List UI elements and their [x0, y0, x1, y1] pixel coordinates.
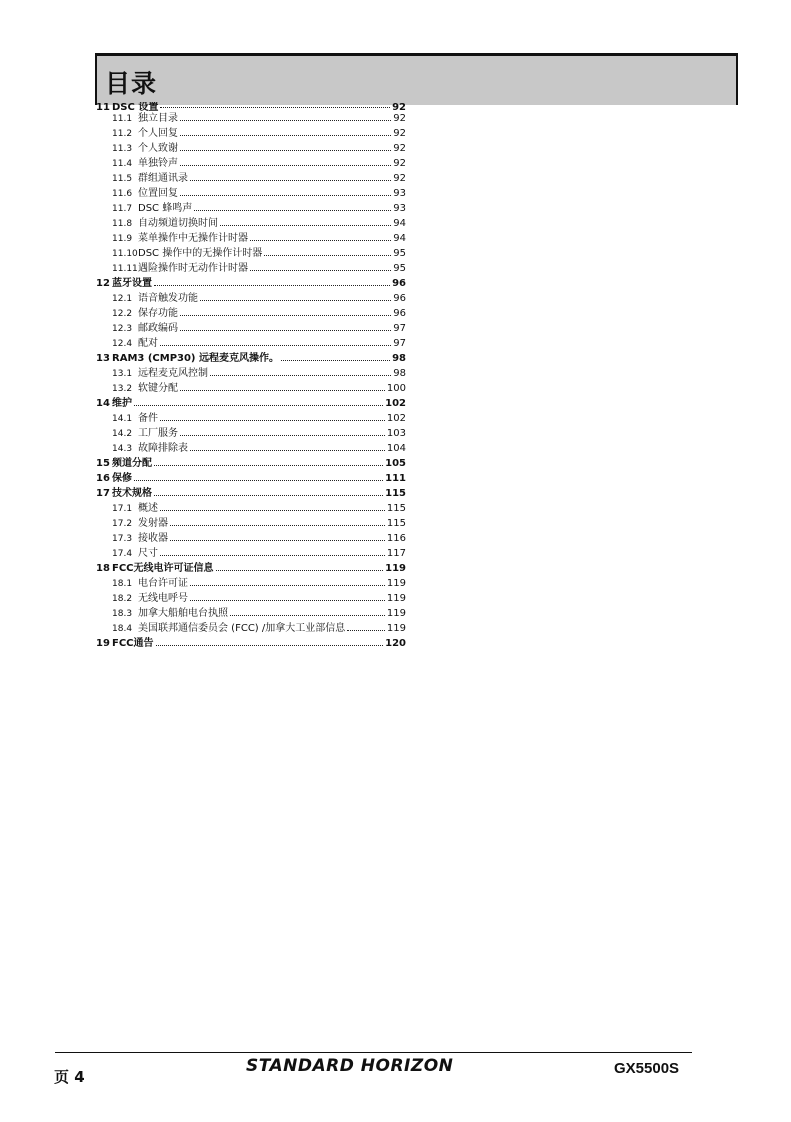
toc-entry-title: FCC无线电许可证信息: [112, 563, 214, 574]
toc-entry-title: DSC 操作中的无操作计时器: [138, 248, 263, 259]
toc-dot-leader: [230, 615, 385, 616]
toc-entry-number: 17.4: [112, 549, 133, 559]
toc-section-row[interactable]: [96, 111, 406, 126]
toc-entry-page: 115: [386, 518, 406, 529]
toc-entry-title: 蓝牙设置: [112, 278, 152, 289]
toc-entry-title: 软键分配: [138, 383, 178, 394]
toc-entry-page: 97: [393, 323, 406, 334]
toc-entry-page: 119: [386, 608, 406, 619]
toc-entry-page: 119: [386, 623, 406, 634]
toc-section-row[interactable]: [96, 441, 406, 456]
toc-entry-page: 96: [393, 293, 406, 304]
toc-dot-leader: [154, 465, 383, 466]
toc-chapter-row[interactable]: [96, 396, 406, 411]
toc-dot-leader: [180, 315, 391, 316]
toc-section-row[interactable]: [96, 126, 406, 141]
toc-entry-title: 发射器: [138, 518, 168, 529]
toc-dot-leader: [154, 285, 390, 286]
toc-entry-title: 备件: [138, 413, 158, 424]
toc-section-row[interactable]: [96, 336, 406, 351]
toc-section-row[interactable]: [96, 546, 406, 561]
toc-section-row[interactable]: [96, 606, 406, 621]
toc-entry-title: 自动频道切换时间: [138, 218, 218, 229]
toc-entry-title: 加拿大船舶电台执照: [138, 608, 228, 619]
toc-section-row[interactable]: [96, 501, 406, 516]
toc-chapter-row[interactable]: [96, 102, 406, 111]
toc-entry-number: 12.2: [112, 309, 133, 319]
toc-entry-title: 维护: [112, 398, 132, 409]
toc-section-row[interactable]: [96, 576, 406, 591]
header-bar: [95, 53, 738, 105]
toc-entry-number: 18.3: [112, 609, 133, 619]
toc-chapter-row[interactable]: [96, 471, 406, 486]
toc-entry-title: 菜单操作中无操作计时器: [138, 233, 248, 244]
toc-entry-number: 19: [96, 638, 110, 649]
toc-chapter-row[interactable]: [96, 486, 406, 501]
table-of-contents: [96, 102, 406, 651]
toc-entry-page: 116: [386, 533, 406, 544]
toc-entry-page: 97: [393, 338, 406, 349]
toc-dot-leader: [190, 585, 385, 586]
toc-chapter-row[interactable]: [96, 276, 406, 291]
toc-entry-title: 邮政编码: [138, 323, 178, 334]
toc-entry-page: 102: [386, 413, 406, 424]
toc-dot-leader: [156, 645, 384, 646]
toc-entry-title: 频道分配: [112, 458, 152, 469]
toc-dot-leader: [264, 255, 391, 256]
toc-dot-leader: [250, 240, 391, 241]
toc-dot-leader: [190, 450, 385, 451]
toc-entry-number: 12.3: [112, 324, 133, 334]
toc-entry-title: 配对: [138, 338, 158, 349]
toc-entry-number: 13.1: [112, 369, 133, 379]
toc-entry-page: 92: [393, 143, 406, 154]
toc-entry-title: 概述: [138, 503, 158, 514]
toc-entry-page: 94: [393, 233, 406, 244]
toc-entry-number: 11.10: [112, 249, 138, 259]
toc-dot-leader: [154, 495, 383, 496]
brand-logo: STANDARD HORIZON: [246, 1056, 454, 1076]
toc-dot-leader: [180, 120, 391, 121]
footer-page-number: 页 4: [54, 1068, 85, 1086]
toc-entry-title: FCC通告: [112, 638, 154, 649]
toc-entry-page: 119: [385, 563, 406, 574]
toc-entry-number: 17.1: [112, 504, 133, 514]
toc-entry-title: 个人致谢: [138, 143, 178, 154]
toc-dot-leader: [190, 180, 391, 181]
toc-entry-page: 95: [393, 248, 406, 259]
toc-section-row[interactable]: [96, 621, 406, 636]
toc-dot-leader: [210, 375, 391, 376]
toc-entry-number: 11.1: [112, 114, 133, 124]
toc-entry-title: RAM3 (CMP30) 远程麦克风操作。: [112, 353, 279, 364]
toc-section-row[interactable]: [96, 306, 406, 321]
toc-entry-title: 个人回复: [138, 128, 178, 139]
toc-dot-leader: [134, 480, 383, 481]
toc-entry-page: 103: [386, 428, 406, 439]
toc-entry-title: DSC 蜂鸣声: [138, 203, 193, 214]
toc-entry-page: 104: [386, 443, 406, 454]
toc-entry-page: 115: [386, 503, 406, 514]
toc-dot-leader: [180, 390, 385, 391]
toc-entry-page: 100: [386, 383, 406, 394]
toc-entry-number: 11.5: [112, 174, 133, 184]
toc-entry-title: 技术规格: [112, 488, 152, 499]
toc-entry-title: 尺寸: [138, 548, 158, 559]
footer-divider: [55, 1052, 692, 1053]
toc-entry-number: 17: [96, 488, 110, 499]
toc-entry-number: 11.4: [112, 159, 133, 169]
toc-entry-number: 11.7: [112, 204, 133, 214]
toc-entry-title: DSC 设置: [112, 102, 159, 111]
toc-entry-number: 17.2: [112, 519, 133, 529]
toc-section-row[interactable]: [96, 216, 406, 231]
toc-section-row[interactable]: [96, 141, 406, 156]
toc-entry-number: 18.2: [112, 594, 133, 604]
toc-entry-number: 11.8: [112, 219, 133, 229]
toc-entry-number: 13: [96, 353, 110, 364]
toc-entry-number: 14.1: [112, 414, 133, 424]
toc-dot-leader: [347, 630, 385, 631]
toc-dot-leader: [180, 195, 391, 196]
toc-entry-number: 17.3: [112, 534, 133, 544]
toc-entry-page: 102: [385, 398, 406, 409]
toc-entry-page: 115: [385, 488, 406, 499]
toc-entry-title: 群组通讯录: [138, 173, 188, 184]
toc-section-row[interactable]: [96, 321, 406, 336]
toc-chapter-row[interactable]: [96, 636, 406, 651]
toc-dot-leader: [180, 150, 391, 151]
toc-entry-page: 92: [393, 128, 406, 139]
toc-dot-leader: [160, 345, 391, 346]
toc-dot-leader: [160, 107, 390, 108]
toc-section-row[interactable]: [96, 171, 406, 186]
toc-entry-page: 98: [393, 368, 406, 379]
toc-entry-title: 位置回复: [138, 188, 178, 199]
toc-entry-title: 工厂服务: [138, 428, 178, 439]
toc-dot-leader: [180, 435, 385, 436]
toc-entry-page: 92: [393, 113, 406, 124]
page-title: 目录: [105, 69, 158, 98]
toc-section-row[interactable]: [96, 591, 406, 606]
toc-entry-page: 92: [393, 173, 406, 184]
toc-entry-title: 故障排除表: [138, 443, 188, 454]
toc-entry-number: 18: [96, 563, 110, 574]
toc-entry-page: 94: [393, 218, 406, 229]
toc-entry-number: 18.4: [112, 624, 133, 634]
toc-dot-leader: [220, 225, 391, 226]
toc-section-row[interactable]: [96, 246, 406, 261]
toc-chapter-row[interactable]: [96, 456, 406, 471]
toc-entry-page: 98: [392, 353, 406, 364]
toc-entry-page: 119: [386, 578, 406, 589]
toc-entry-title: 电台许可证: [138, 578, 188, 589]
toc-entry-title: 保修: [112, 473, 132, 484]
toc-entry-page: 93: [393, 203, 406, 214]
toc-entry-number: 13.2: [112, 384, 133, 394]
toc-entry-page: 93: [393, 188, 406, 199]
toc-dot-leader: [180, 330, 391, 331]
toc-entry-title: 语音触发功能: [138, 293, 198, 304]
toc-dot-leader: [250, 270, 391, 271]
toc-dot-leader: [180, 165, 391, 166]
toc-entry-number: 12.4: [112, 339, 133, 349]
toc-entry-page: 95: [393, 263, 406, 274]
toc-section-row[interactable]: [96, 381, 406, 396]
toc-entry-page: 120: [385, 638, 406, 649]
toc-dot-leader: [281, 360, 390, 361]
toc-dot-leader: [216, 570, 384, 571]
toc-section-row[interactable]: [96, 261, 406, 276]
toc-entry-number: 14: [96, 398, 110, 409]
toc-entry-title: 美国联邦通信委员会 (FCC) /加拿大工业部信息: [138, 623, 346, 634]
toc-entry-number: 11.3: [112, 144, 133, 154]
toc-dot-leader: [200, 300, 391, 301]
toc-entry-number: 12: [96, 278, 110, 289]
toc-section-row[interactable]: [96, 186, 406, 201]
toc-entry-number: 11.6: [112, 189, 133, 199]
toc-dot-leader: [160, 510, 385, 511]
toc-dot-leader: [170, 540, 385, 541]
toc-entry-title: 保存功能: [138, 308, 178, 319]
toc-section-row[interactable]: [96, 516, 406, 531]
toc-dot-leader: [180, 135, 391, 136]
toc-section-row[interactable]: [96, 426, 406, 441]
toc-section-row[interactable]: [96, 156, 406, 171]
toc-dot-leader: [190, 600, 385, 601]
toc-chapter-row[interactable]: [96, 351, 406, 366]
toc-entry-number: 14.2: [112, 429, 133, 439]
toc-dot-leader: [160, 555, 385, 556]
toc-entry-title: 单独铃声: [138, 158, 178, 169]
toc-dot-leader: [134, 405, 383, 406]
toc-entry-page: 111: [385, 473, 406, 484]
toc-entry-number: 14.3: [112, 444, 133, 454]
toc-entry-page: 96: [392, 278, 406, 289]
toc-entry-page: 96: [393, 308, 406, 319]
toc-entry-number: 11.9: [112, 234, 133, 244]
footer-model-name: GX5500S: [614, 1060, 680, 1077]
toc-section-row[interactable]: [96, 366, 406, 381]
toc-entry-number: 16: [96, 473, 110, 484]
toc-entry-number: 18.1: [112, 579, 133, 589]
toc-entry-title: 无线电呼号: [138, 593, 188, 604]
toc-entry-number: 12.1: [112, 294, 133, 304]
toc-section-row[interactable]: [96, 411, 406, 426]
toc-entry-page: 92: [393, 158, 406, 169]
toc-entry-page: 92: [392, 102, 406, 111]
toc-entry-page: 117: [386, 548, 406, 559]
toc-section-row[interactable]: [96, 531, 406, 546]
toc-entry-title: 遇险操作时无动作计时器: [138, 263, 248, 274]
toc-entry-page: 119: [386, 593, 406, 604]
toc-entry-number: 11.11: [112, 264, 138, 274]
toc-entry-number: 15: [96, 458, 110, 469]
toc-entry-title: 独立目录: [138, 113, 178, 124]
toc-entry-number: 11: [96, 102, 110, 111]
toc-dot-leader: [160, 420, 385, 421]
toc-entry-title: 接收器: [138, 533, 168, 544]
toc-dot-leader: [194, 210, 391, 211]
toc-chapter-row[interactable]: [96, 561, 406, 576]
toc-entry-number: 11.2: [112, 129, 133, 139]
toc-entry-title: 远程麦克风控制: [138, 368, 208, 379]
toc-dot-leader: [170, 525, 385, 526]
toc-section-row[interactable]: [96, 201, 406, 216]
toc-section-row[interactable]: [96, 291, 406, 306]
toc-entry-page: 105: [385, 458, 406, 469]
toc-section-row[interactable]: [96, 231, 406, 246]
